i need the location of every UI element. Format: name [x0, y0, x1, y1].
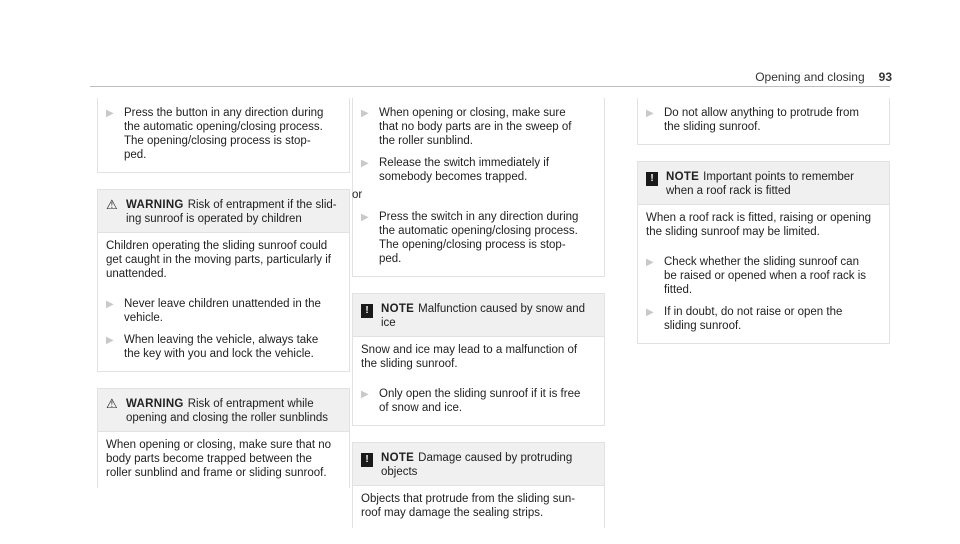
- warning-header: [98, 190, 349, 232]
- arrow-icon: ▶: [361, 389, 369, 400]
- note-body: Snow and ice may lead to a malfunction of the sliding sunroof.: [353, 336, 604, 379]
- note-header: [353, 443, 604, 485]
- warning-body: When opening or closing, make sure that no body parts become trapped between the roller sunblind and frame or sliding sunroof.: [98, 431, 349, 488]
- warning-triangle-icon: ⚠: [106, 197, 118, 212]
- instruction-step: ▶ When leaving the vehicle, always take the key with you and lock the vehicle.: [106, 334, 319, 360]
- arrow-icon: ▶: [106, 299, 114, 310]
- section-title: Opening and closing: [755, 70, 865, 84]
- arrow-icon: ▶: [646, 257, 654, 268]
- column-1: [97, 98, 350, 504]
- arrow-icon: ▶: [106, 335, 114, 346]
- instruction-step: ▶ Press the button in any direction during the automatic opening/closing process. The opening/closing process is stop- ped.: [106, 107, 324, 161]
- warning-triangle-icon: ⚠: [106, 396, 118, 411]
- note-label: NOTE: [381, 303, 415, 315]
- note-box-snow: [352, 293, 605, 426]
- note-label: NOTE: [666, 171, 700, 183]
- column-2: [352, 98, 605, 544]
- arrow-icon: ▶: [106, 108, 114, 119]
- arrow-icon: ▶: [361, 158, 369, 169]
- instruction-step: ▶ Release the switch immediately if somebody becomes trapped.: [361, 157, 550, 183]
- instruction-step: ▶ When opening or closing, make sure that no body parts are in the sweep of the roller sunblind.: [361, 107, 572, 147]
- arrow-icon: ▶: [361, 212, 369, 223]
- note-label: NOTE: [381, 452, 415, 464]
- note-heading: Malfunction caused by snow and ice: [381, 303, 586, 329]
- warning-label: WARNING: [126, 398, 184, 410]
- column-3: [637, 98, 890, 360]
- exclamation-icon: !: [361, 304, 373, 318]
- step-box-2: [352, 98, 605, 277]
- step-box-3: [637, 98, 890, 145]
- instruction-step: ▶ Only open the sliding sunroof if it is free of snow and ice.: [361, 388, 581, 414]
- exclamation-icon: !: [361, 453, 373, 467]
- warning-box-sunblinds: [97, 388, 350, 488]
- step-box-1: [97, 98, 350, 173]
- note-box-protruding: [352, 442, 605, 528]
- warning-header: [98, 389, 349, 431]
- warning-heading: Risk of entrapment if the slid- ing sunroof is operated by children: [126, 199, 337, 225]
- warning-label: WARNING: [126, 199, 184, 211]
- or-text: or: [352, 189, 363, 201]
- warning-heading: Risk of entrapment while opening and closing the roller sunblinds: [126, 398, 329, 424]
- warning-box-children: [97, 189, 350, 372]
- instruction-step: ▶ Never leave children unattended in the vehicle.: [106, 298, 321, 324]
- instruction-step: ▶ Check whether the sliding sunroof can be raised or opened when a roof rack is fitted.: [646, 256, 867, 296]
- arrow-icon: ▶: [361, 108, 369, 119]
- warning-body: Children operating the sliding sunroof could get caught in the moving parts, particularly if unattended.: [98, 232, 349, 289]
- header-rule: [90, 86, 890, 87]
- page-header: [755, 70, 892, 84]
- arrow-icon: ▶: [646, 307, 654, 318]
- instruction-step: ▶ Do not allow anything to protrude from the sliding sunroof.: [646, 107, 859, 133]
- note-heading: Important points to remember when a roof rack is fitted: [666, 171, 854, 197]
- page-number: 93: [878, 70, 892, 84]
- note-header: [638, 162, 889, 204]
- exclamation-icon: !: [646, 172, 658, 186]
- note-box-roof-rack: [637, 161, 890, 344]
- note-header: [353, 294, 604, 336]
- note-heading: Damage caused by protruding objects: [381, 452, 573, 478]
- note-body: When a roof rack is fitted, raising or opening the sliding sunroof may be limited.: [638, 204, 889, 247]
- note-body: Objects that protrude from the sliding sun- roof may damage the sealing strips.: [353, 485, 604, 528]
- instruction-step: ▶ If in doubt, do not raise or open the sliding sunroof.: [646, 306, 843, 332]
- instruction-step: ▶ Press the switch in any direction during the automatic opening/closing process. The opening/closing process is stop- ped.: [361, 211, 579, 265]
- arrow-icon: ▶: [646, 108, 654, 119]
